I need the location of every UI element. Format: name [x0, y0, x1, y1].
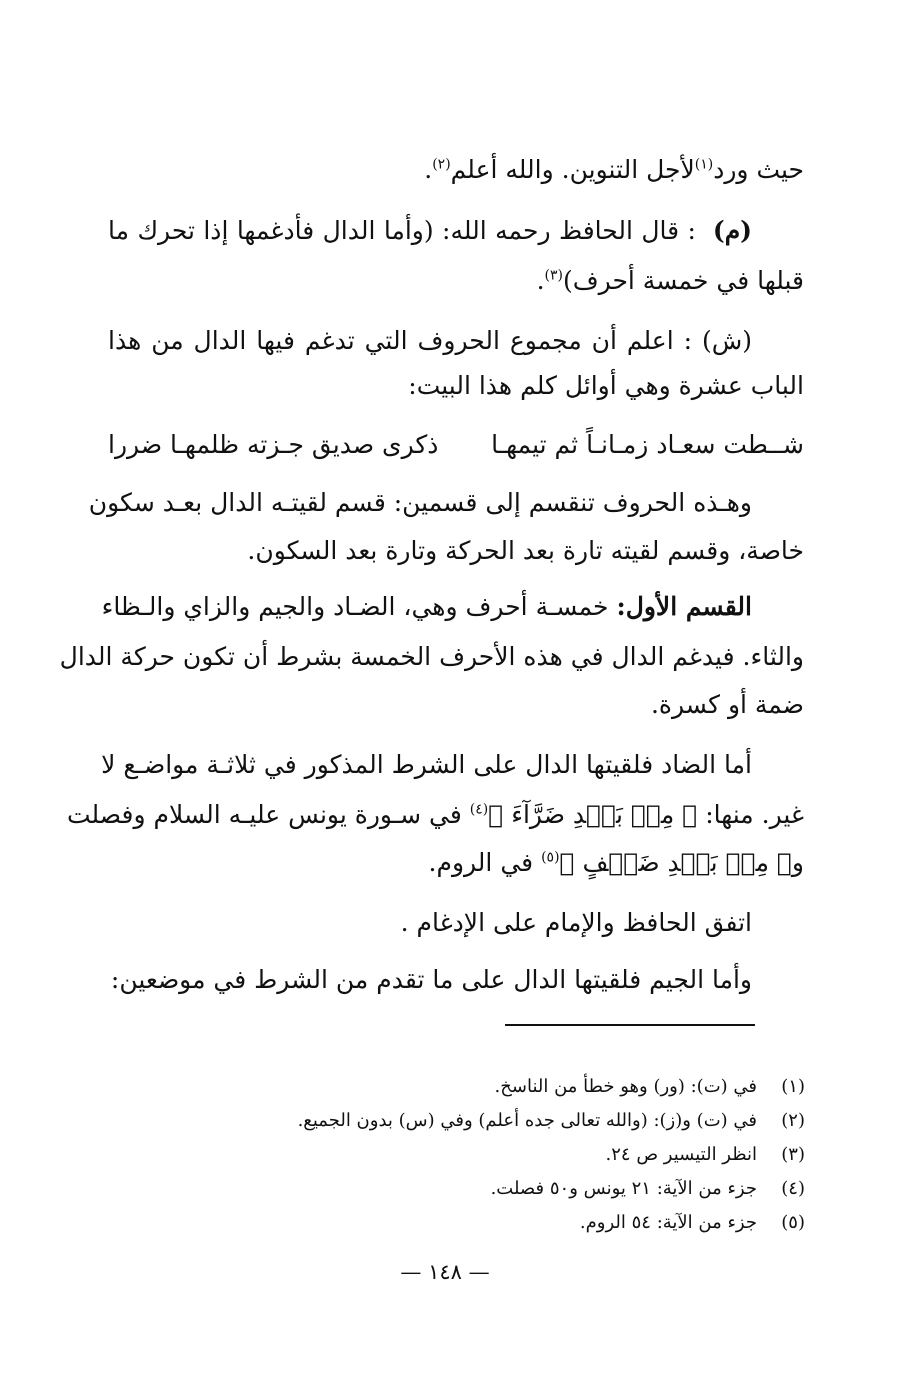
paragraph-line — [59, 632, 804, 681]
text-run: . — [536, 266, 545, 295]
footnote-text: في (ت) و(ز): (والله تعالى جده أعلم) وفي (س) بدون الجميع. — [297, 1110, 757, 1131]
footnote-text: جزء من الآية: ٥٤ الروم. — [579, 1212, 757, 1233]
paragraph-line — [108, 145, 804, 194]
paragraph-line — [108, 206, 752, 255]
footnote-text: في (ت): (ور) وهو خطأ من الناسخ. — [494, 1076, 757, 1097]
text-run: : قال الحافظ رحمه الله: (وأما الدال فأدغمها إذا تحرك ما — [108, 216, 696, 245]
footnote-number: (٤) — [781, 1178, 805, 1199]
text-run: لأجل التنوين. والله أعلم — [450, 155, 695, 184]
footnote-item — [606, 1138, 805, 1172]
footnote-separator — [505, 1024, 755, 1026]
verse-line — [108, 420, 804, 469]
footnote-number: (٣) — [781, 1144, 805, 1165]
footnote-ref[interactable]: (١) — [694, 156, 714, 173]
text-run: في الروم. — [428, 848, 542, 877]
paragraph-line — [101, 582, 752, 631]
text-run: الباب عشرة وهي أوائل كلم هذا البيت: — [408, 371, 804, 400]
footnote-text: انظر التيسير ص ٢٤. — [605, 1144, 757, 1165]
footnote-number: (٢) — [781, 1110, 805, 1131]
paragraph-line — [108, 526, 804, 575]
text-run: حيث ورد — [713, 155, 804, 184]
text-run: وهـذه الحروف تنقسم إلى قسمين: قسم لقيتـه الدال بعـد سكون — [88, 488, 752, 517]
footnote-ref[interactable]: (٣) — [544, 267, 563, 284]
text-run: قبلها في خمسة أحرف) — [562, 266, 804, 295]
text-run: خاصة، وقسم لقيته تارة بعد الحركة وتارة بعد السكون. — [247, 536, 804, 565]
page-number: — ١٤٨ — — [400, 1260, 490, 1284]
paragraph-line — [108, 680, 804, 729]
paragraph-label: (م) — [712, 216, 752, 245]
text-run: . — [424, 155, 433, 184]
paragraph-line — [108, 316, 752, 365]
footnote-ref[interactable]: (٢) — [432, 156, 451, 173]
paragraph-line — [88, 478, 752, 527]
paragraph-line — [108, 955, 752, 1004]
verse-hemistich-left: ذكرى صديق جـزته ظلمهـا ضررا — [108, 430, 439, 459]
text-run: في سـورة يونس عليـه السلام وفصلت — [66, 800, 470, 829]
footnote-number: (١) — [781, 1076, 805, 1097]
quran-quote: غير. منها: ﴿ مِنۢ بَعۡدِ ضَرَّآءَ ﴾ — [488, 800, 804, 829]
paragraph-line — [108, 361, 804, 410]
text-run: اتفق الحافظ والإمام على الإدغام . — [400, 908, 752, 937]
footnote-ref[interactable]: (٥) — [541, 849, 560, 866]
text-run: خمسـة أحرف وهي، الضـاد والجيم والزاي والـظاء — [101, 592, 617, 621]
text-run: أما الضاد فلقيتها الدال على الشرط المذكور في ثلاثـة مواضـع لا — [101, 750, 752, 779]
footnote-text: جزء من الآية: ٢١ يونس و٥٠ فصلت. — [490, 1178, 757, 1199]
text-run: ضمة أو كسرة. — [650, 690, 804, 719]
footnote-item — [298, 1104, 805, 1138]
text-run: وأما الجيم فلقيتها الدال على ما تقدم من الشرط في موضعين: — [110, 965, 752, 994]
paragraph-line — [108, 898, 752, 947]
paragraph-line — [66, 790, 804, 839]
text-run: والثاء. فيدغم الدال في هذه الأحرف الخمسة بشرط أن تكون حركة الدال — [59, 642, 804, 671]
footnote-item — [580, 1206, 805, 1240]
paragraph-line — [108, 256, 804, 305]
text-run: (ش) : اعلم أن مجموع الحروف التي تدغم فيها الدال من هذا — [108, 326, 752, 355]
section-heading: القسم الأول: — [616, 592, 752, 621]
footnote-number: (٥) — [781, 1212, 805, 1233]
paragraph-line — [101, 740, 752, 789]
footnote-item — [495, 1070, 805, 1104]
verse-hemistich-right: شــطت سعـاد زمـانـاً ثم تيمهـا — [491, 430, 804, 459]
quran-quote: و﴿ مِنۢ بَعۡدِ ضَعۡفٍ ﴾ — [559, 848, 804, 877]
footnote-ref[interactable]: (٤) — [469, 801, 489, 818]
footnote-item — [491, 1172, 805, 1206]
paragraph-line — [108, 838, 804, 887]
